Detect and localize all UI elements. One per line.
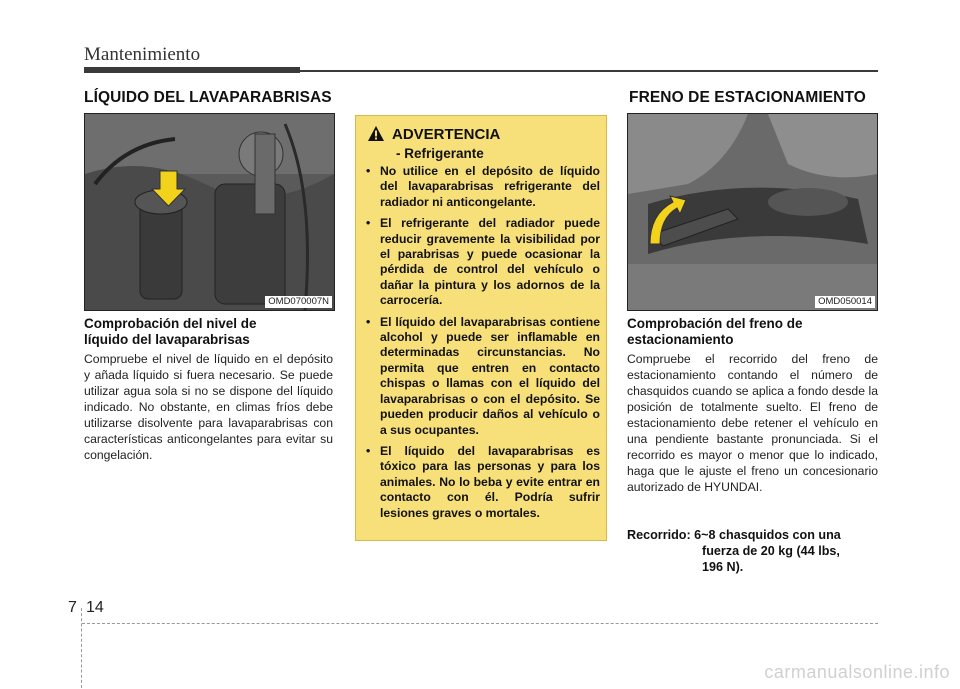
subtitle-brake-check bbox=[627, 316, 877, 348]
warning-item: • El refrigerante del radiador puede reducir gravemente la visibilidad por el parabrisas y puede ocasionar la pérdida de control del vehículo o dañar la pintura y los adornos de la carrocería. bbox=[364, 216, 600, 308]
photo-code-right: OMD050014 bbox=[815, 296, 875, 308]
chapter-number: 7 bbox=[68, 599, 77, 616]
subtitle-line-1: Comprobación del freno de bbox=[627, 316, 803, 331]
spec-line-1: Recorrido: 6~8 chasquidos con una bbox=[627, 528, 841, 542]
section-title-parking-brake: FRENO DE ESTACIONAMIENTO bbox=[629, 89, 866, 106]
subtitle-line-2: líquido del lavaparabrisas bbox=[84, 332, 250, 347]
console-illustration bbox=[628, 114, 877, 310]
washer-body-text: Compruebe el nivel de líquido en el depósito y añada líquido si fuera necesario. Se puede utilizar agua sola si no se dispone del líquido indicado. No obstante, en climas fríos debe utilizarse disolvente para lavaparabrisas con características anticongelantes para evitar su congelación. bbox=[84, 352, 333, 462]
warning-item: • No utilice en el depósito de líquido del lavaparabrisas refrigerante del radiador ni anticongelante. bbox=[364, 164, 600, 210]
subtitle-washer-check bbox=[84, 316, 334, 348]
subtitle-line-1: Comprobación del nivel de bbox=[84, 316, 257, 331]
brake-body-text: Compruebe el recorrido del freno de estacionamiento contando el número de chasquidos cuando se aplica a fondo desde la posición de totalmente suelto. El freno de estacionamiento debe retener el vehículo en una pendiente bastante pronunciada. Si el recorrido es mayor o menor que lo indicado, haga que le ajuste el freno un concesionario autorizado de HYUNDAI. bbox=[627, 352, 878, 494]
warning-box bbox=[355, 115, 607, 541]
footer-vertical-rule bbox=[81, 608, 82, 688]
photo-code-left: OMD070007N bbox=[265, 296, 332, 308]
page-header-title: Mantenimiento bbox=[84, 44, 201, 65]
footer-rule bbox=[82, 623, 878, 624]
header-bar bbox=[84, 67, 300, 73]
warning-title: ADVERTENCIA bbox=[392, 126, 501, 143]
engine-bay-illustration bbox=[85, 114, 334, 310]
warning-triangle-icon bbox=[368, 126, 384, 146]
watermark: carmanualsonline.info bbox=[764, 662, 950, 682]
page-number: 14 bbox=[86, 599, 104, 616]
section-title-washer-fluid: LÍQUIDO DEL LAVAPARABRISAS bbox=[84, 89, 332, 106]
brake-spec bbox=[627, 527, 841, 575]
warning-item: • El líquido del lavaparabrisas contiene alcohol y puede ser inflamable en determinadas circunstancias. No permita que entren en contacto chispas o llamas con el líquido del lavaparabrisas o con el depósito. Se pueden producir daños al vehículo o a sus ocupantes. bbox=[364, 315, 600, 438]
warning-item: • El líquido del lavaparabrisas es tóxico para las personas y para los animales. No lo beba y evite entrar en contacto con él. Podría sufrir lesiones graves o mortales. bbox=[364, 444, 600, 521]
warning-subtitle: - Refrigerante bbox=[396, 146, 484, 161]
parking-brake-photo bbox=[627, 113, 878, 311]
header-rule bbox=[300, 70, 878, 72]
washer-reservoir-photo bbox=[84, 113, 335, 311]
subtitle-line-2: estacionamiento bbox=[627, 332, 734, 347]
warning-list bbox=[364, 164, 600, 527]
spec-line-3: 196 N). bbox=[702, 560, 744, 574]
spec-line-2: fuerza de 20 kg (44 lbs, bbox=[702, 544, 840, 558]
